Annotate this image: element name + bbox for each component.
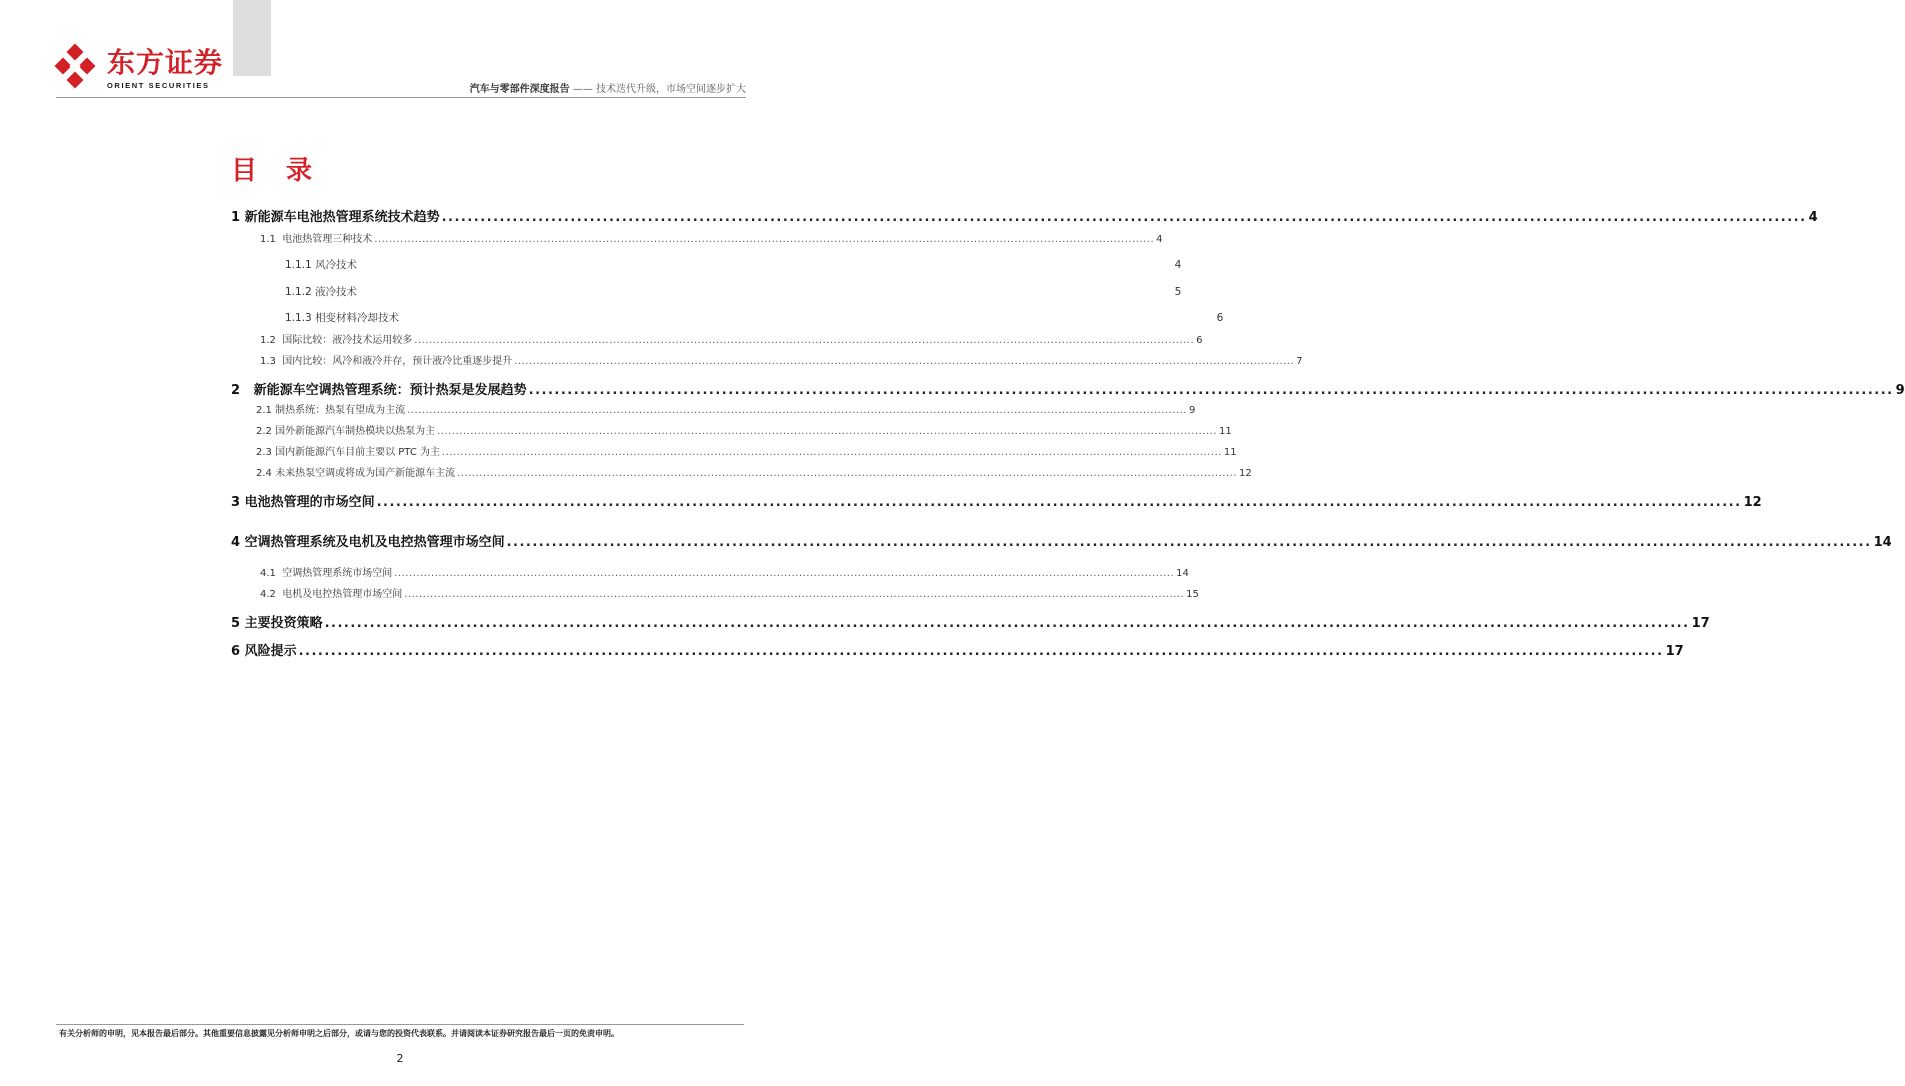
toc-page: 9: [1188, 405, 1196, 416]
toc-number: 1.1.1: [285, 259, 312, 271]
toc-number: 4.2: [260, 589, 276, 600]
footer-disclaimer: 有关分析师的申明，见本报告最后部分。其他重要信息披露见分析师申明之后部分，或请与您的投资代表联系。并请阅读本证券研究报告最后一页的免责申明。: [59, 1029, 619, 1038]
toc-entry-4-2[interactable]: [260, 585, 1199, 600]
toc-text: 国内比较：风冷和液冷并存，预计液冷比重逐步提升: [282, 356, 513, 367]
toc-entry-5[interactable]: [231, 612, 1710, 631]
report-subtitle: 技术迭代升级，市场空间逐步扩大: [596, 84, 746, 95]
header-separator: ——: [572, 84, 593, 95]
toc-number: 6: [231, 644, 241, 659]
page-number: 2: [396, 1052, 404, 1065]
brand-name-cn: 东方证券: [107, 46, 224, 79]
toc-leader: ....................................................................................................................................................................................................................: [442, 447, 1222, 458]
toc-entry-4-1[interactable]: [260, 564, 1189, 579]
brand-name-en: ORIENT SECURITIES: [107, 81, 210, 90]
toc-entry-1-1-2[interactable]: [285, 284, 1182, 299]
toc-number: 1.1: [260, 234, 276, 245]
toc-page: 14: [1873, 535, 1892, 550]
toc-page: 12: [1743, 495, 1762, 510]
orient-logo-icon: [55, 44, 101, 90]
toc-entry-1-3[interactable]: [260, 352, 1303, 367]
toc-number: 2: [231, 383, 241, 398]
toc-number: 1: [231, 210, 241, 225]
toc-leader: ....................................................................................................................................................................................................................: [506, 535, 1872, 550]
toc-text: 主要投资策略: [244, 616, 323, 631]
toc-page: 14: [1176, 568, 1189, 579]
toc-text: 液冷技术: [315, 286, 358, 298]
toc-leader: ....................................................................................................................................................................................................................: [374, 234, 1155, 245]
toc-page: 6: [1216, 312, 1224, 324]
toc-text: 电池热管理的市场空间: [244, 495, 375, 510]
toc-text: 制热系统：热泵有望成为主流: [275, 405, 406, 416]
footer-divider: [56, 1024, 744, 1025]
toc-number: 2.1: [256, 405, 272, 416]
toc-number: 2.2: [256, 426, 272, 437]
toc-number: 1.3: [260, 356, 276, 367]
toc-text: 空调热管理系统市场空间: [282, 568, 393, 579]
toc-leader: ....................................................................................................................................................................................................................: [437, 426, 1217, 437]
toc-entry-4[interactable]: [231, 531, 1892, 550]
toc-text: 未来热泵空调或将成为国产新能源车主流: [275, 468, 456, 479]
toc-page: 15: [1186, 589, 1199, 600]
toc-page: 9: [1895, 383, 1905, 398]
toc-text: 电池热管理三种技术: [282, 234, 373, 245]
toc-page: 11: [1218, 426, 1232, 437]
toc-entry-1-1-3[interactable]: [285, 310, 1224, 325]
toc-entry-2-3[interactable]: [256, 443, 1237, 458]
toc-text: 风冷技术: [315, 259, 358, 271]
toc-number: 2.3: [256, 447, 272, 458]
toc-leader: ....................................................................................................................................................................................................................: [376, 495, 1742, 510]
toc-entry-2-1[interactable]: [256, 401, 1196, 416]
toc-text: 新能源车空调热管理系统：预计热泵是发展趋势: [253, 383, 527, 398]
toc-leader: ....................................................................................................................................................................................................................: [528, 383, 1894, 398]
toc-leader: ....................................................................................................................................................................................................................: [457, 468, 1237, 479]
toc-page: 4: [1174, 259, 1182, 271]
brand-logo: [55, 44, 224, 94]
toc-entry-2-4[interactable]: [256, 464, 1252, 479]
toc-entry-1[interactable]: [231, 206, 1818, 225]
toc-leader: ....................................................................................................................................................................................................................: [298, 644, 1664, 659]
toc-leader: ....................................................................................................................................................................................................................: [324, 616, 1690, 631]
toc-text: 风险提示: [244, 644, 297, 659]
toc-leader: ....................................................................................................................................................................................................................: [441, 210, 1807, 225]
toc-page: 6: [1196, 335, 1203, 346]
toc-entry-6[interactable]: [231, 640, 1684, 659]
toc-number: 4.1: [260, 568, 276, 579]
toc-page: 5: [1174, 286, 1182, 298]
toc-text: 空调热管理系统及电机及电控热管理市场空间: [244, 535, 505, 550]
toc-page: 17: [1691, 616, 1710, 631]
toc-number: 2.4: [256, 468, 272, 479]
toc-page: 12: [1238, 468, 1252, 479]
toc-text: 国外新能源汽车制热模块以热泵为主: [275, 426, 436, 437]
toc-entry-1-1-1[interactable]: [285, 257, 1182, 272]
toc-entry-1-1[interactable]: [260, 230, 1163, 245]
toc-page: 4: [1808, 210, 1818, 225]
toc-text: 国内新能源汽车目前主要以 PTC 为主: [275, 447, 440, 458]
toc-page: 17: [1665, 644, 1684, 659]
toc-leader: ....................................................................................................................................................................................................................: [514, 356, 1295, 367]
toc-page: 7: [1296, 356, 1303, 367]
header-divider: [56, 97, 746, 98]
toc-text: 相变材料冷却技术: [315, 312, 400, 324]
toc-text: 电机及电控热管理市场空间: [282, 589, 403, 600]
toc-page: 4: [1156, 234, 1163, 245]
toc-leader: ....................................................................................................................................................................................................................: [394, 568, 1175, 579]
toc-text: 国际比较：液冷技术运用较多: [282, 335, 413, 346]
toc-text: 新能源车电池热管理系统技术趋势: [244, 210, 440, 225]
toc-leader: ....................................................................................................................................................................................................................: [404, 589, 1185, 600]
toc-entry-2-2[interactable]: [256, 422, 1232, 437]
toc-entry-1-2[interactable]: [260, 331, 1203, 346]
toc-entry-2[interactable]: [231, 379, 1905, 398]
toc-number: 5: [231, 616, 241, 631]
toc-number: 3: [231, 495, 241, 510]
toc-number: 1.1.3: [285, 312, 312, 324]
toc-leader: ....................................................................................................................................................................................................................: [414, 335, 1195, 346]
toc-leader: ....................................................................................................................................................................................................................: [407, 405, 1187, 416]
report-type: 汽车与零部件深度报告: [469, 84, 570, 95]
toc-number: 4: [231, 535, 241, 550]
toc-entry-3[interactable]: [231, 491, 1762, 510]
toc-number: 1.2: [260, 335, 276, 346]
toc-number: 1.1.2: [285, 286, 312, 298]
report-header: [470, 80, 746, 95]
toc-page: 11: [1223, 447, 1237, 458]
toc-title: 目 录: [231, 156, 323, 186]
header-gray-band: [233, 0, 271, 76]
